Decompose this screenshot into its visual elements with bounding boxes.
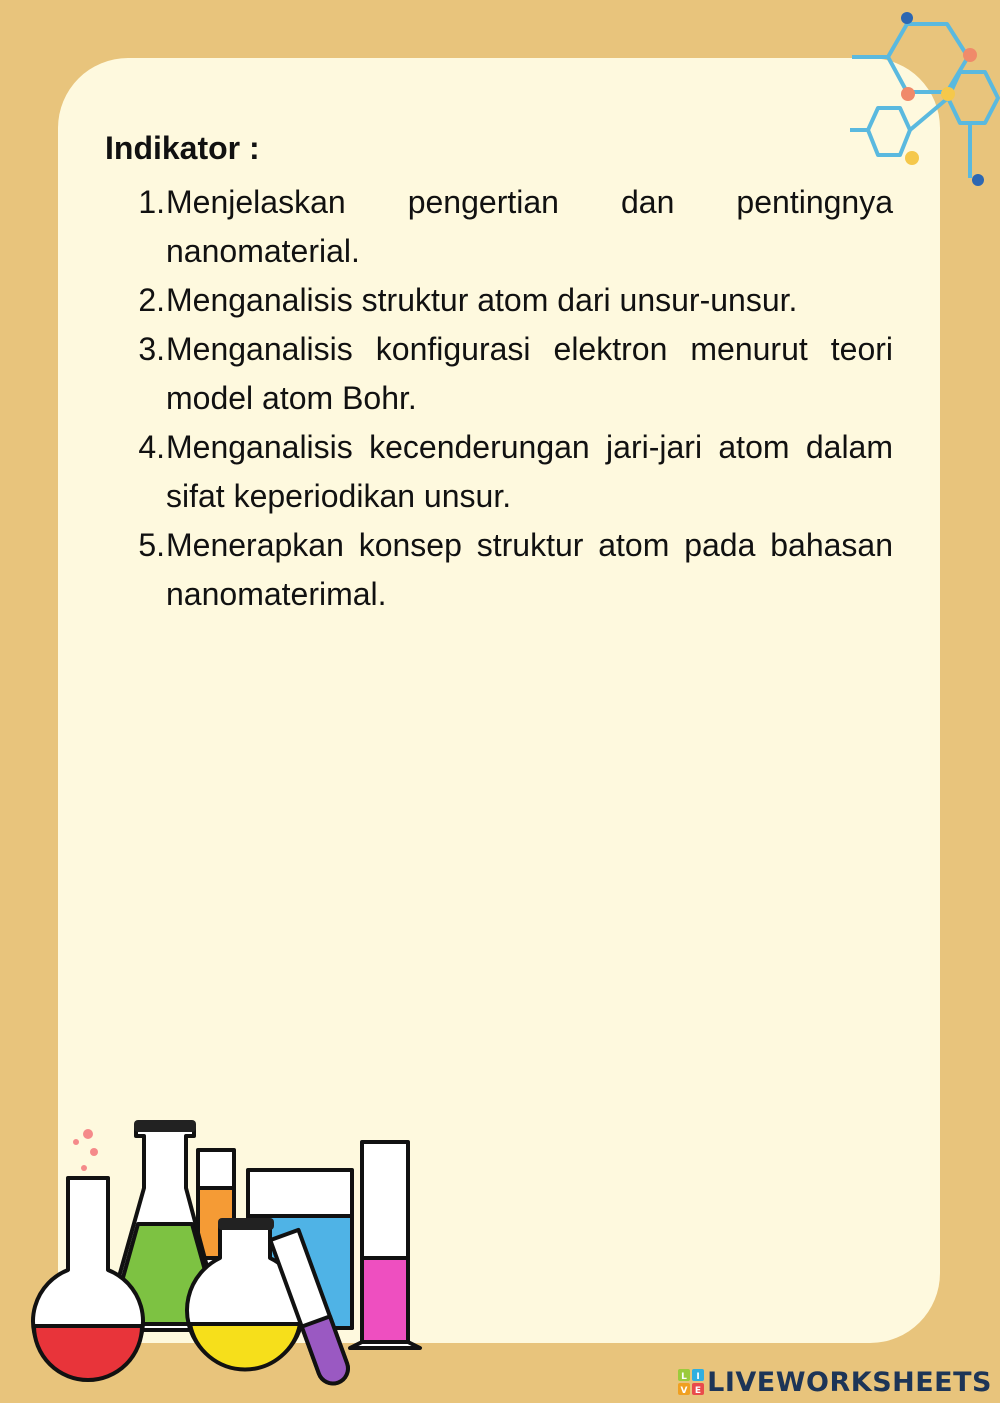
indicator-item xyxy=(125,276,893,325)
indicator-text: Menjelaskan pengertian dan pentingnya nanomaterial. xyxy=(166,184,893,269)
indicator-number: 3. xyxy=(138,331,165,367)
liveworksheets-logo xyxy=(678,1364,992,1400)
liveworksheets-logo-text: LIVEWORKSHEETS xyxy=(707,1366,992,1398)
indicator-text: Menerapkan konsep struktur atom pada bahasan nanomaterimal. xyxy=(166,527,893,612)
laboratory-glassware-icon xyxy=(22,1118,432,1388)
svg-text:I: I xyxy=(696,1372,700,1382)
indikator-heading: Indikator : xyxy=(105,130,260,166)
indicator-item xyxy=(125,521,893,619)
indicator-number: 1. xyxy=(138,184,165,220)
liveworksheets-logo-icon xyxy=(678,1369,704,1395)
svg-text:V: V xyxy=(680,1386,688,1395)
indicator-text: Menganalisis kecenderungan jari-jari atom dalam sifat keperiodikan unsur. xyxy=(166,429,893,514)
indicator-list xyxy=(125,178,893,619)
indicator-text: Menganalisis konfigurasi elektron menurut teori model atom Bohr. xyxy=(166,331,893,416)
indicator-number: 5. xyxy=(138,527,165,563)
indicator-item xyxy=(125,423,893,521)
indicator-item xyxy=(125,325,893,423)
indicator-number: 2. xyxy=(138,282,165,318)
svg-text:L: L xyxy=(681,1372,688,1382)
indicator-item xyxy=(125,178,893,276)
indicator-text: Menganalisis struktur atom dari unsur-unsur. xyxy=(166,282,798,318)
svg-text:E: E xyxy=(695,1386,702,1395)
hexagon-molecule-icon xyxy=(850,0,1000,200)
indicator-number: 4. xyxy=(138,429,165,465)
